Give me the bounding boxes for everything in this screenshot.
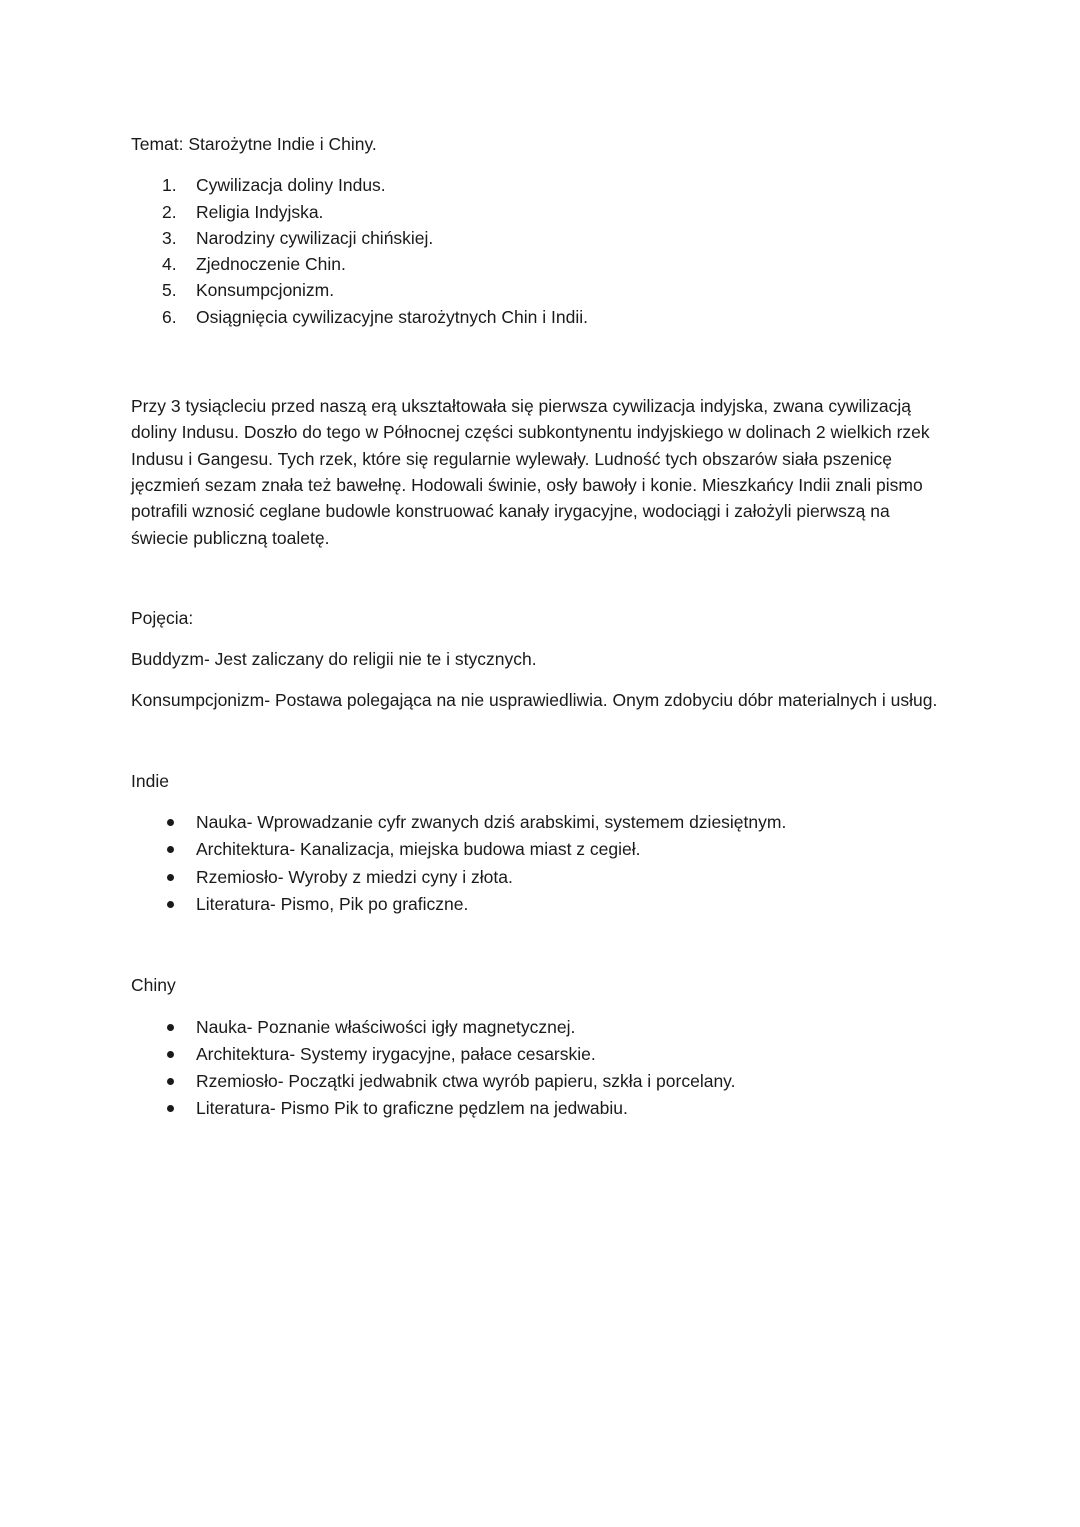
list-item xyxy=(131,864,951,891)
chiny-heading: Chiny xyxy=(131,975,176,996)
bullet-icon xyxy=(167,1105,174,1112)
outline-text: Konsumpcjonizm. xyxy=(196,280,335,301)
list-item-text: Nauka- Poznanie właściwości igły magnetycznej. xyxy=(196,1016,576,1037)
outline-number: 1. xyxy=(162,175,177,196)
concept-term: Buddyzm- Jest zaliczany do religii nie te i stycznych. xyxy=(131,649,537,670)
outline-number: 5. xyxy=(162,280,177,301)
bullet-icon xyxy=(167,874,174,881)
list-item-text: Rzemiosło- Początki jedwabnik ctwa wyrób papieru, szkła i porcelany. xyxy=(196,1071,736,1092)
document-page xyxy=(131,131,951,1123)
outline-item xyxy=(131,172,951,198)
list-item xyxy=(131,1095,951,1122)
outline-text: Religia Indyjska. xyxy=(196,201,324,222)
outline-text: Zjednoczenie Chin. xyxy=(196,254,346,275)
outline-text: Osiągnięcia cywilizacyjne starożytnych Chin i Indii. xyxy=(196,306,588,327)
bullet-icon xyxy=(167,901,174,908)
outline-item xyxy=(131,304,951,330)
concept-term: Konsumpcjonizm- Postawa polegająca na nie usprawiedliwia. Onym zdobyciu dóbr materialnych i usług. xyxy=(131,690,938,711)
outline-number: 4. xyxy=(162,254,177,275)
list-item xyxy=(131,1014,951,1041)
bullet-icon xyxy=(167,846,174,853)
list-item-text: Literatura- Pismo, Pik po graficzne. xyxy=(196,893,469,914)
list-item-text: Nauka- Wprowadzanie cyfr zwanych dziś arabskimi, systemem dziesiętnym. xyxy=(196,812,787,833)
bullet-icon xyxy=(167,1024,174,1031)
outline-number: 3. xyxy=(162,227,177,248)
indie-list xyxy=(131,809,951,918)
list-item-text: Literatura- Pismo Pik to graficzne pędzlem na jedwabiu. xyxy=(196,1098,628,1119)
chiny-list xyxy=(131,1014,951,1123)
indie-heading: Indie xyxy=(131,770,169,791)
list-item xyxy=(131,1068,951,1095)
list-item xyxy=(131,809,951,836)
outline-text: Cywilizacja doliny Indus. xyxy=(196,175,386,196)
concepts-heading: Pojęcia: xyxy=(131,607,194,628)
topic-title: Temat: Starożytne Indie i Chiny. xyxy=(131,134,377,154)
list-item xyxy=(131,1041,951,1068)
outline-number: 6. xyxy=(162,306,177,327)
list-item-text: Architektura- Kanalizacja, miejska budowa miast z cegieł. xyxy=(196,839,641,860)
list-item-text: Rzemiosło- Wyroby z miedzi cyny i złota. xyxy=(196,866,513,887)
bullet-icon xyxy=(167,1051,174,1058)
intro-paragraph: Przy 3 tysiącleciu przed naszą erą ukształtowała się pierwsza cywilizacja indyjska, zwana cywilizacją doliny Indusu. Doszło do tego w Północnej części subkontynentu indyjskiego w dolinach 2 wielkich rzek Indusu i Gangesu. Tych rzek, które się regularnie wylewały. Ludność tych obszarów siała pszenicę jęczmień sezam znała też bawełnę. Hodowali świnie, osły bawoły i konie. Mieszkańcy Indii znali pismo potrafili wznosić ceglane budowle konstruować kanały irygacyjne, wodociągi i założyli pierwszą na świecie publiczną toaletę. xyxy=(131,396,930,548)
outline-item xyxy=(131,277,951,303)
list-item-text: Architektura- Systemy irygacyjne, pałace cesarskie. xyxy=(196,1043,596,1064)
bullet-icon xyxy=(167,819,174,826)
list-item xyxy=(131,891,951,918)
outline-number: 2. xyxy=(162,201,177,222)
list-item xyxy=(131,836,951,863)
outline-item xyxy=(131,225,951,251)
bullet-icon xyxy=(167,1078,174,1085)
outline-item xyxy=(131,251,951,277)
topic-outline xyxy=(131,172,951,330)
outline-text: Narodziny cywilizacji chińskiej. xyxy=(196,227,434,248)
outline-item xyxy=(131,199,951,225)
